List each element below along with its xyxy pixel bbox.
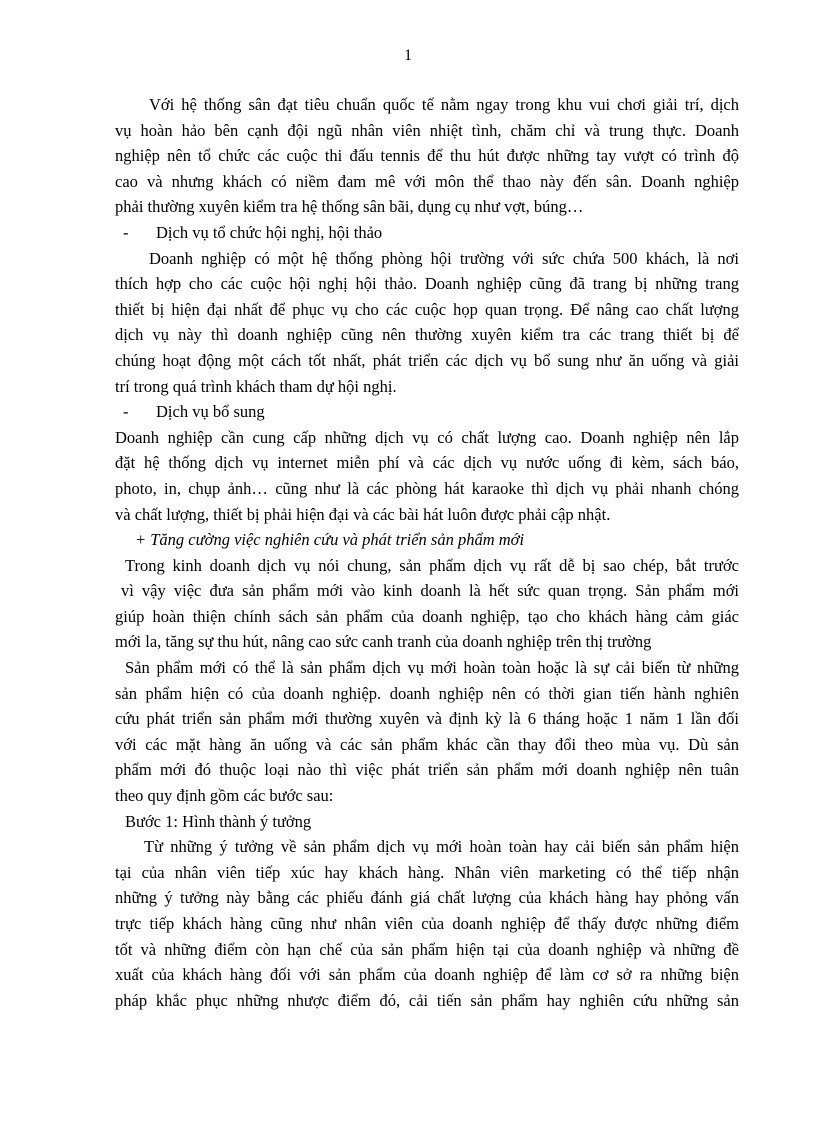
paragraph-line: tốt và những điểm còn hạn chế của sản phẩm hiện tại của doanh nghiệp và những đề [115,939,739,959]
paragraph-line: và chất lượng, thiết bị phải hiện đại và các bài hát luôn được phải cập nhật. [115,504,611,524]
paragraph-line: Trong kinh doanh dịch vụ nói chung, sản phẩm dịch vụ rất dễ bị sao chép, bắt trước [125,555,739,575]
bullet-dash: - [123,222,129,242]
paragraph-line: cao và nhưng khách có niềm đam mê với môn thể thao này đến sân. Doanh nghiệp [115,171,739,191]
paragraph-line: giúp hoàn thiện chính sách sản phẩm của doanh nghiệp, tạo cho khách hàng cảm giác [115,606,739,626]
paragraph-line: Doanh nghiệp cần cung cấp những dịch vụ có chất lượng cao. Doanh nghiệp nên lắp [115,427,739,447]
document-body [115,92,739,1013]
paragraph-line: thiết bị hiện đại nhất để phục vụ cho các cuộc họp quan trọng. Để nâng cao chất lượng [115,299,739,319]
paragraph-line: phẩm mới đó thuộc loại nào thì việc phát triển sản phẩm mới doanh nghiệp nên tuân [115,760,739,780]
paragraph-line: Từ những ý tưởng về sản phẩm dịch vụ mới hoàn toàn hay cải biến sản phẩm hiện [144,837,739,857]
paragraph-line: thích hợp cho các cuộc hội nghị hội thảo. Doanh nghiệp cũng đã trang bị những trang [115,274,739,294]
bullet-item [115,220,739,246]
paragraph-line: nghiệp nên tổ chức các cuộc thi đấu tennis để thu hút được những tay vượt có trình độ [115,146,739,166]
paragraph-line: phải thường xuyên kiểm tra hệ thống sân bãi, dụng cụ như vợt, búng… [115,197,584,217]
bullet-label: Dịch vụ bổ sung [156,402,265,422]
paragraph-line: photo, in, chụp ảnh… cũng như là các phòng hát karaoke thì dịch vụ phải nhanh chóng [115,478,739,498]
paragraph-line: sản phẩm hiện có của doanh nghiệp. doanh nghiệp nên có thời gian tiến hành nghiên [115,683,739,703]
paragraph-line: đặt hệ thống dịch vụ internet miễn phí và các dịch vụ nước uống đi kèm, sách báo, [115,453,739,473]
bullet-label: Dịch vụ tổ chức hội nghị, hội thảo [156,222,383,242]
paragraph-line: với các mặt hàng ăn uống và các sản phẩm khác cần thay đổi theo mùa vụ. Dù sản [115,734,739,754]
paragraph-line: mới la, tăng sự thu hút, nâng cao sức canh tranh của doanh nghiệp trên thị trường [115,632,652,652]
paragraph-line: dịch vụ này thì doanh nghiệp cũng nên thường xuyên kiểm tra các trang thiết bị để [115,325,739,345]
page-number: 1 [404,47,412,64]
paragraph-line: pháp khắc phục những nhược điểm đó, cải tiến sản phẩm hay nghiên cứu những sản [115,990,739,1010]
paragraph-line: tại của nhân viên tiếp xúc hay khách hàng. Nhân viên marketing có thể tiếp nhận [115,862,739,882]
paragraph-line: trực tiếp khách hàng cũng như nhân viên của doanh nghiệp để thấy được những điểm [115,914,739,933]
bullet-dash: - [123,402,129,422]
section-heading: + Tăng cường việc nghiên cứu và phát triển sản phẩm mới [135,530,525,550]
paragraph-line: vụ hoàn hảo bên cạnh đội ngũ nhân viên nhiệt tình, chăm chỉ và trung thực. Doanh [115,120,739,140]
paragraph-line: vì vậy việc đưa sản phẩm mới vào kinh doanh là hết sức quan trọng. Sản phẩm mới [121,581,739,601]
paragraph-line: theo quy định gồm các bước sau: [115,786,334,806]
paragraph-line: Với hệ thống sân đạt tiêu chuẩn quốc tế nằm ngay trong khu vui chơi giải trí, dịch [149,95,739,114]
bullet-item [115,399,739,425]
paragraph-line: xuất của khách hàng đối với sản phẩm của doanh nghiệp để làm cơ sở ra những biện [115,965,739,985]
paragraph-line: cứu phát triển sản phẩm mới thường xuyên và định kỳ là 6 tháng hoặc 1 năm 1 lần đối [115,709,739,729]
step-heading: Bước 1: Hình thành ý tưởng [125,811,312,831]
paragraph-line: Sản phẩm mới có thể là sản phẩm dịch vụ mới hoàn toàn hoặc là sự cải biến từ những [125,658,739,678]
paragraph-line: trí trong quá trình khách tham dự hội nghị. [115,376,397,396]
paragraph-line: những ý tưởng này bằng các phiếu đánh giá chất lượng của khách hàng hay phỏng vấn [115,888,739,908]
paragraph-line: Doanh nghiệp có một hệ thống phòng hội trường với sức chứa 500 khách, là nơi [149,248,739,268]
paragraph-line: chúng hoạt động một cách tốt nhất, phát triển các dịch vụ bổ sung như ăn uống và giải [115,350,739,370]
